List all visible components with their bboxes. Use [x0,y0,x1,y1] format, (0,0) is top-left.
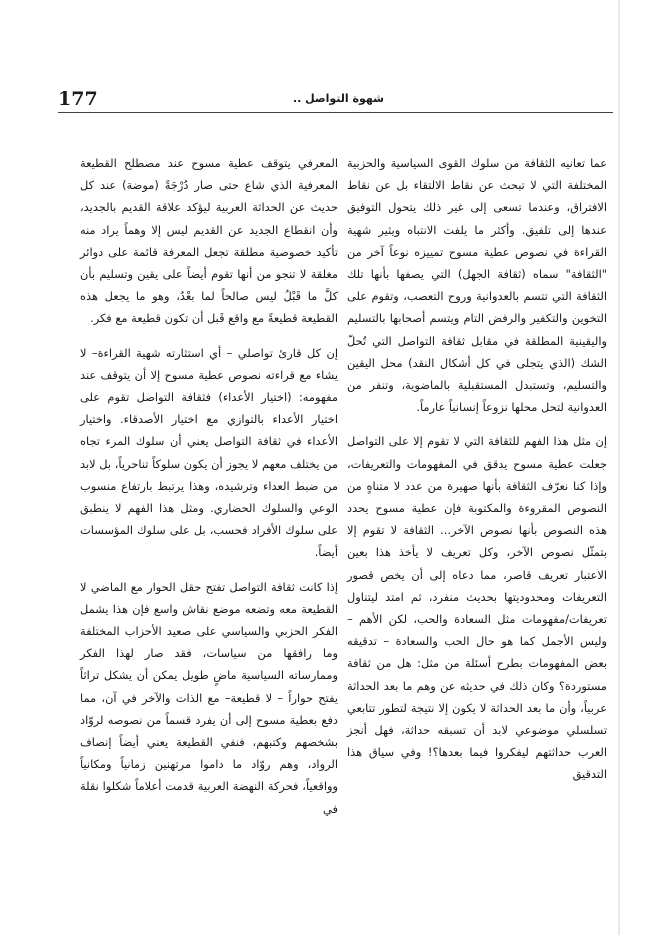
left-column [80,152,338,820]
paragraph: إذا كانت ثقافة التواصل تفتح حقل الحوار مع الماضي لا القطيعة معه وتضعه موضع نقاش واسع فإن هذا يشمل الفكر الحزبي والسياسي على صعيد الأحزاب المختلفة وما رافقها من سياسات، فقد صار لهذا الفكر وممارساته السياسية ماضٍ طويل يمكن أن يشكل تراثاً يفتح حواراً – لا قطيعة– مع الذات والآخر في آن، مما دفع بعطية مسوح إلى أن يفرد قسماً من نصوصه لروّاد بشخصهم وكتبهم، فنفي القطيعة يعني أيضاً إنصاف الرواد، وهم روّاد ما داموا مرتهنين زمانياً ومكانياً وواقعياً، فحركة النهضة العربية قدمت أعلاماً شكلوا نقلة في [80,579,338,816]
paragraph: إن مثل هذا الفهم للثقافة التي لا تقوم إلا على التواصل جعلت عطية مسوح يدقق في المفهومات والتعريفات، وإذا كنا نعرّف الثقافة بأنها صهيرة من عدد لا متناهٍ من النصوص المقروءة والمكتوبة فإن عطية مسوح يحدد هذه النصوص بأنها نصوص الآخر... الثقافة لا تقوم إلا بتمثّل نصوص الآخر، وكل تعريف لا يأخذ هذا بعين الاعتبار تعريف قاصر، مما دعاه إلى أن يخص قصور التعريفات ومحدوديتها بحديث منفرد، ثم امتد ليتناول تعريفات/مفهومات مثل السعادة والحب، لكن الأهم –وليس الأجمل كما هو حال الحب والسعادة – تدقيقه بعض المفهومات بطرح أسئلة من مثل: هل من ثقافة مستوردة؟ وكان ذلك في حديثه عن وهم ما بعد الحداثة عربياً، وأن ما بعد الحداثة لا يكون إلا نتيجة لتطور تتابعي تسلسلي موضوعي لابد أن تسبقه حداثة، فهل أنجز العرب حداثتهم ليفكروا فيما بعدها؟! وفي سياق هذا التدقيق [347,434,607,782]
paragraph: عما تعانيه الثقافة من سلوك القوى السياسية والحزبية المختلفة التي لا تبحث عن نقاط الالتقاء بل عن نقاط الافتراق، وعندما تسعى إلى غير ذلك يتحول التوفيق عندها إلى تلفيق. وأكثر ما يلفت الانتباه ويثير شهية القراءة في نصوص عطية مسوح تمييزه نوعاً آخر من "الثقافة" سماه (ثقافة الجهل) التي يصفها بأنها تلك الثقافة التي تتسم بالعدوانية وروح التعصب، وتقوم على التخوين والتكفير والرفض التام ويتسم أصحابها بالتسليم واليقينية المطلقة في مقابل ثقافة التواصل التي تُحلّ الشك (الذي يتجلى في كل أشكال النقد) محل اليقين والتسليم، وتستبدل المستقبلية بالماضوية، وتنفر من العدوانية لتحل محلها نزوعاً إنسانياً عارماً. [347,156,607,415]
header-rule [58,112,613,113]
page-number: 177 [58,88,98,110]
page-header [58,88,613,114]
running-title: شهوة التواصل .. [293,92,384,105]
right-column [347,152,607,786]
page-edge-shadow [618,0,620,935]
paragraph: المعرفي يتوقف عطية مسوح عند مصطلح القطيعة المعرفية الذي شاع حتى صار دُرْجَةً (موضة) عند كل حديث عن الحداثة العربية ليؤكد علاقة القديم بالجديد، وأن انقطاع الجديد عن القديم ليس إلا وهماً يراد منه تأكيد خصوصية مطلقة تجعل المعرفة قائمة على دوائر مغلقة لا تنجو من أنها تقوم أيضاً على يقين وتسليم بأن كلَّ ما قَبْلُ ليس صالحاً لما بعْدُ، وهو ما يجعل هذه القطيعة قطيعةً مع واقع قَبل أن تكون قطيعة مع فكر. [80,156,338,326]
paragraph: إن كل قارئ تواصلي – أي استثارته شهية القراءة– لا يشاء مع قراءته نصوص عطية مسوح إلا أن يتوقف عند مفهومه: (اختيار الأعداء) فثقافة التواصل تقوم على اختيار الأعداء بالتوازي مع اختيار الأصدقاء. واختيار الأعداء في ثقافة التواصل يعني أن سلوك المرء تجاه من يختلف معهم لا يجوز أن يكون سلوكاً تناحرياً، بل لابد من ضبط العداء وترشيده، وهذا يرتبط بارتفاع منسوب الوعي والسلوك الحضاري. ومثل هذا الفهم لا ينطبق على سلوك الأفراد فحسب، بل على سلوك المؤسسات أيضاً. [80,345,338,560]
